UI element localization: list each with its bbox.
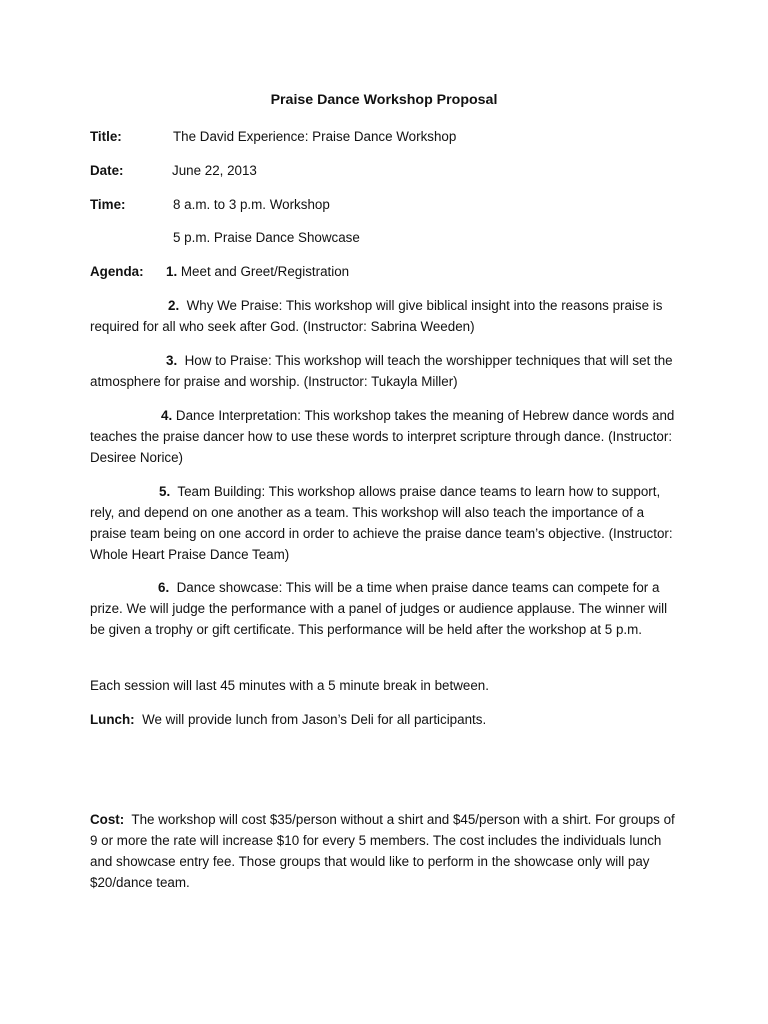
cost-label: Cost: (90, 812, 125, 827)
date-label: Date: (90, 163, 124, 178)
agenda-item-number: 6. (158, 580, 170, 595)
agenda-item-text: How to Praise: This workshop will teach the worshipper techniques that will set the atmosphere for praise and worship. (Instructor: Tukayla Miller) (90, 353, 673, 389)
lunch-label: Lunch: (90, 712, 135, 727)
lunch-text: We will provide lunch from Jason’s Deli for all participants. (142, 712, 487, 727)
title-label: Title: (90, 129, 122, 144)
cost-text: The workshop will cost $35/person without a shirt and $45/person with a shirt. For groups of 9 or more the rate will increase $10 for every 5 members. The cost includes the individuals lunch and showcase entry fee. Those groups that would like to perform in the showcase only will pay $20/dance team. (90, 812, 675, 890)
agenda-item-number: 4. (161, 408, 173, 423)
time-value-showcase: 5 p.m. Praise Dance Showcase (173, 230, 360, 245)
agenda-item-text: Why We Praise: This workshop will give biblical insight into the reasons praise is required for all who seek after God. (Instructor: Sabrina Weeden) (90, 298, 663, 334)
lunch-paragraph (90, 709, 678, 730)
agenda-item-number: 1. (166, 264, 178, 279)
agenda-item-number: 5. (159, 484, 171, 499)
title-value: The David Experience: Praise Dance Workshop (173, 129, 457, 144)
time-label: Time: (90, 197, 126, 212)
time-value-workshop: 8 a.m. to 3 p.m. Workshop (173, 197, 330, 212)
agenda-item-text: Meet and Greet/Registration (180, 264, 350, 279)
agenda-item (90, 577, 678, 640)
agenda-item (90, 350, 678, 392)
agenda-item (166, 264, 349, 279)
session-note: Each session will last 45 minutes with a 5 minute break in between. (90, 678, 489, 693)
document-heading: Praise Dance Workshop Proposal (270, 92, 498, 108)
agenda-item-text: Dance showcase: This will be a time when praise dance teams can compete for a prize. We will judge the performance with a panel of judges or audience applause. The winner will be given a trophy or gift certificate. This performance will be held after the workshop at 5 p.m. (90, 580, 668, 637)
agenda-label: Agenda: (90, 264, 144, 279)
agenda-item-number: 3. (166, 353, 178, 368)
cost-paragraph (90, 809, 678, 893)
date-value: June 22, 2013 (172, 163, 257, 178)
agenda-item-text: Team Building: This workshop allows praise dance teams to learn how to support, rely, and depend on one another as a team. This workshop will also teach the importance of a praise team being on one accord in order to achieve the praise dance team’s objective. (Instructor: Whole Heart Praise Dance Team) (90, 484, 673, 562)
agenda-item-number: 2. (168, 298, 180, 313)
agenda-item (90, 481, 678, 565)
agenda-item (90, 405, 678, 468)
agenda-item (90, 295, 678, 337)
agenda-item-text: Dance Interpretation: This workshop takes the meaning of Hebrew dance words and teaches the praise dancer how to use these words to interpret scripture through dance. (Instructor: Desiree Norice) (90, 408, 675, 465)
